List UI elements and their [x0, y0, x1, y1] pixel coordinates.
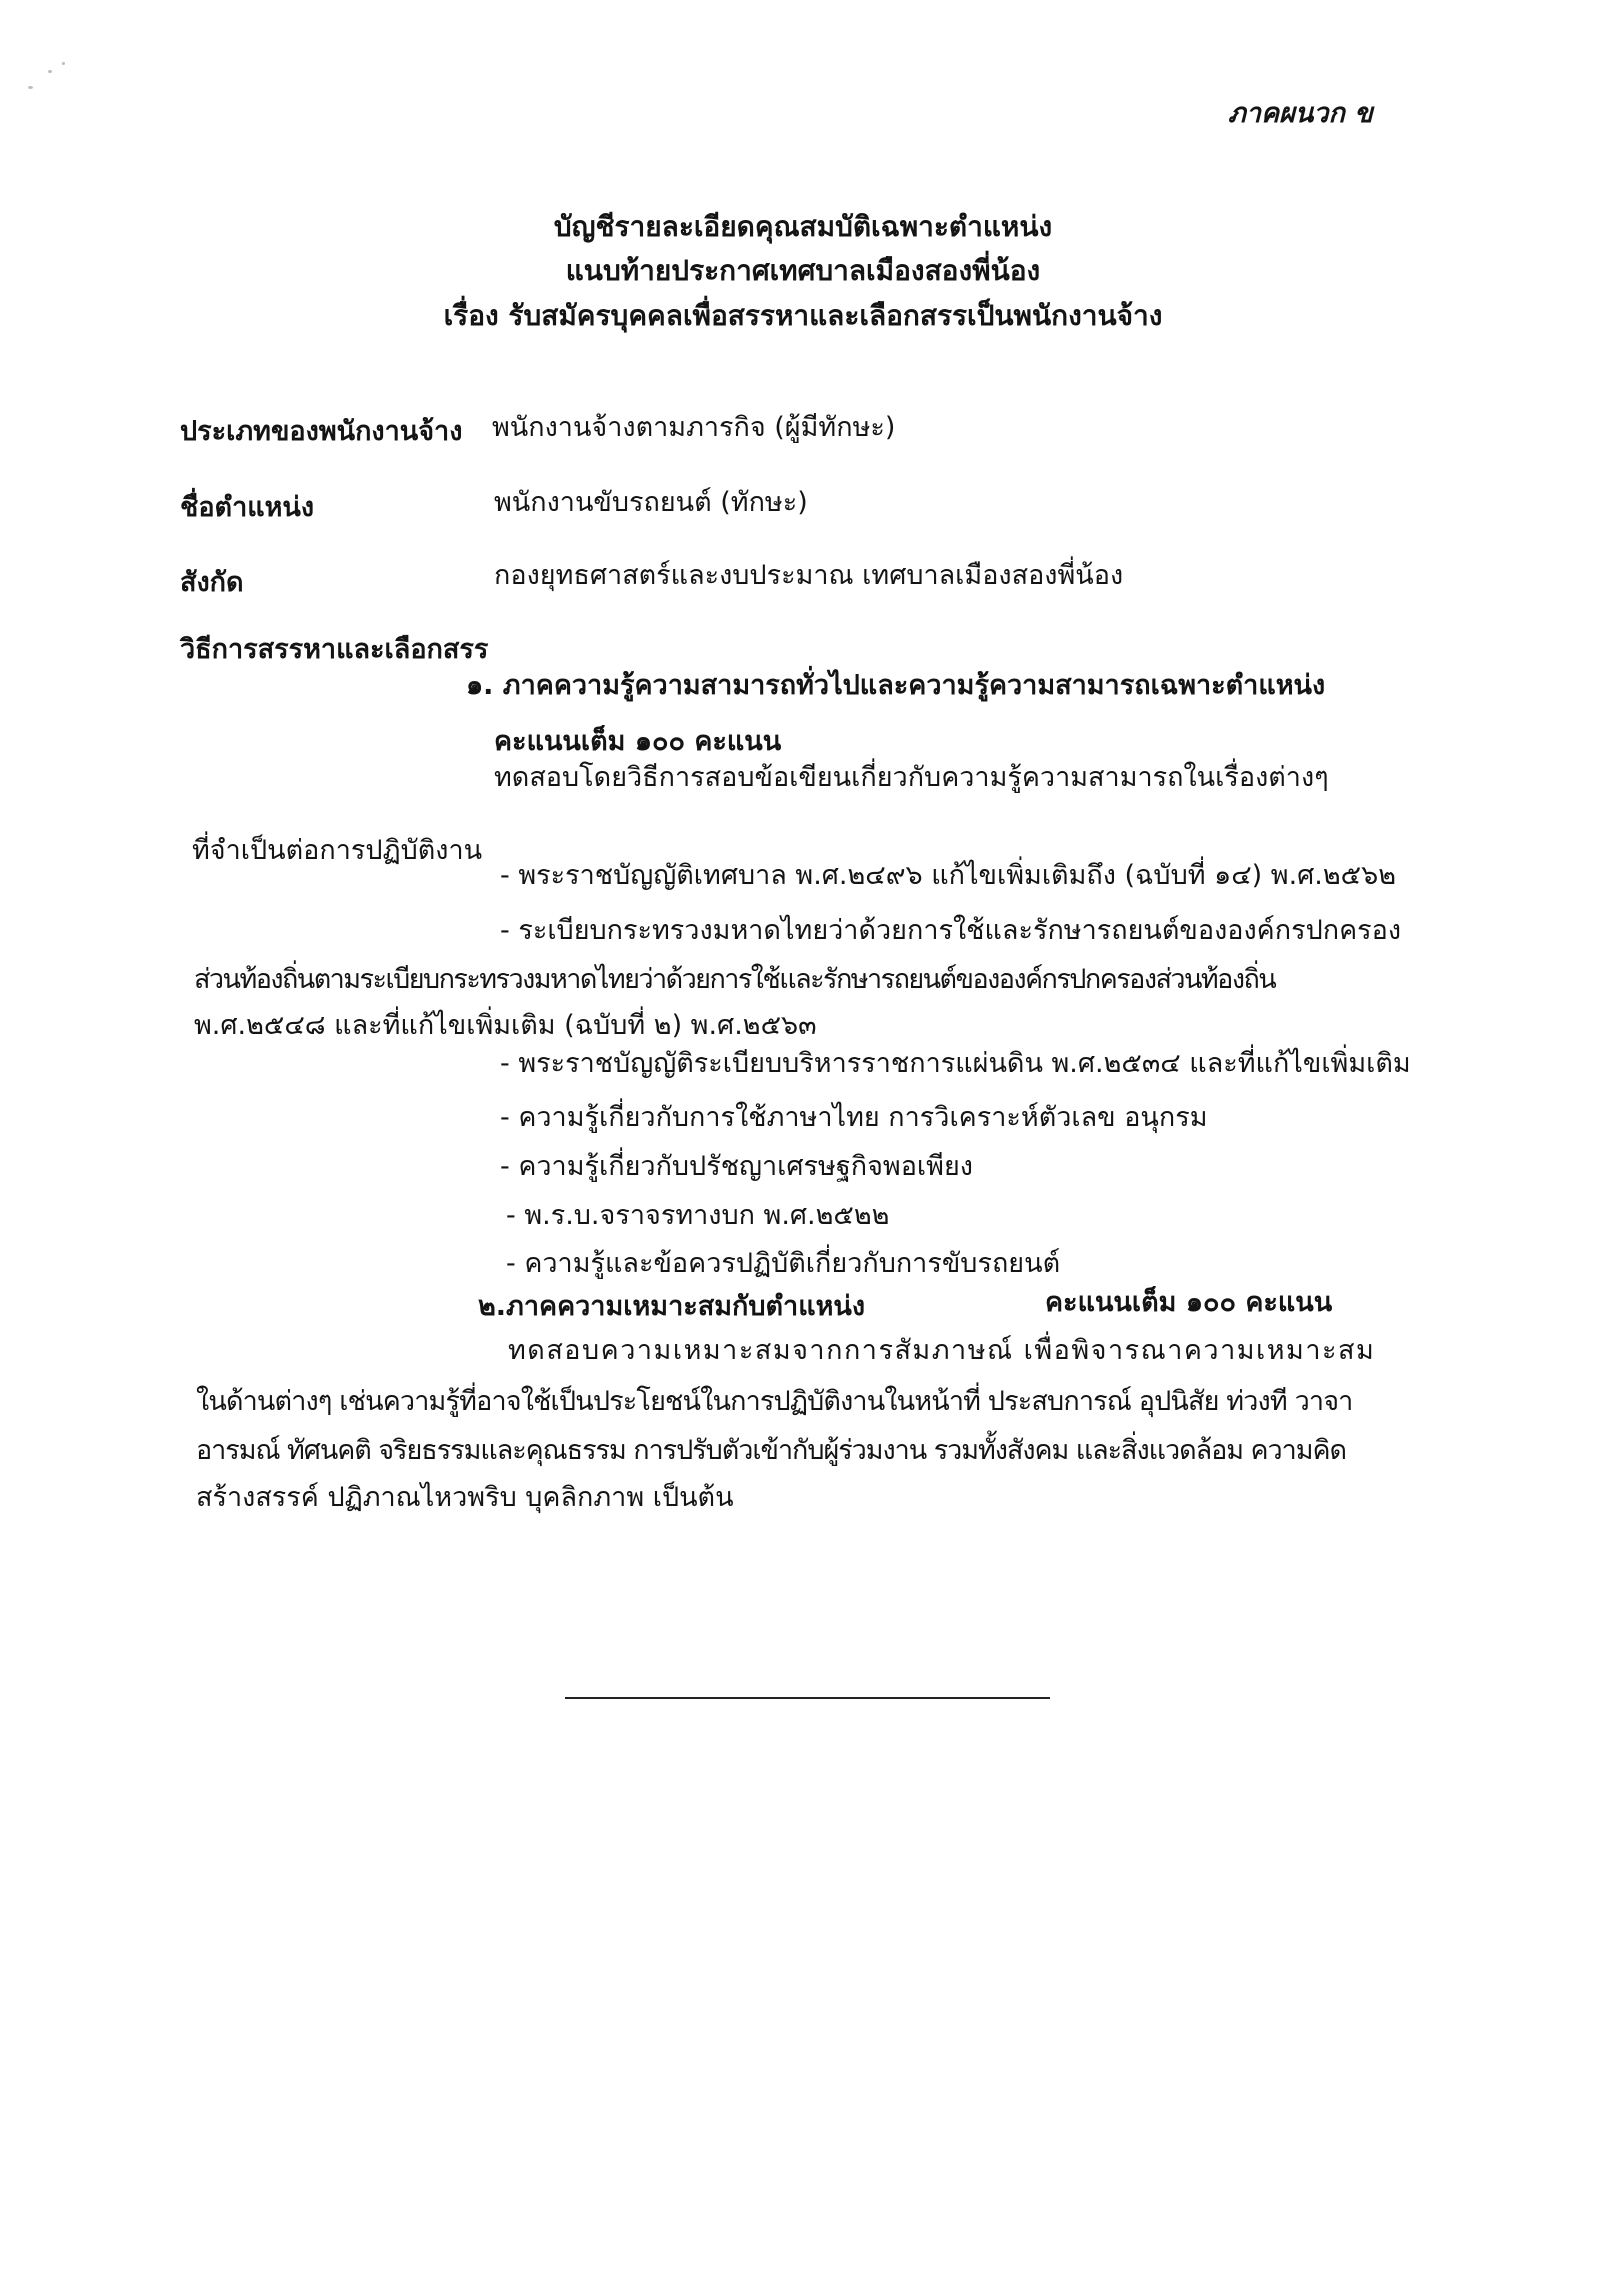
position-label: ชื่อตำแหน่ง — [180, 492, 315, 523]
appendix-label: ภาคผนวก ข — [1228, 98, 1373, 129]
scan-speck — [48, 70, 52, 73]
part1-item-4: - ความรู้เกี่ยวกับการใช้ภาษาไทย การวิเคราะห์ตัวเลข อนุกรม — [500, 1102, 1208, 1133]
employee-type-value: พนักงานจ้างตามภารกิจ (ผู้มีทักษะ) — [492, 412, 896, 443]
part1-description-line-1: ทดสอบโดยวิธีการสอบข้อเขียนเกี่ยวกับความรู้ความสามารถในเรื่องต่างๆ — [494, 762, 1329, 793]
position-value: พนักงานขับรถยนต์ (ทักษะ) — [494, 487, 808, 518]
scan-speck — [28, 86, 33, 89]
document-title-line-1: บัญชีรายละเอียดคุณสมบัติเฉพาะตำแหน่ง — [553, 210, 1053, 243]
part1-item-5: - ความรู้เกี่ยวกับปรัชญาเศรษฐกิจพอเพียง — [500, 1151, 973, 1182]
document-title-line-2: แนบท้ายประกาศเทศบาลเมืองสองพี่น้อง — [565, 254, 1041, 287]
part2-score: คะแนนเต็ม ๑๐๐ คะแนน — [1045, 1287, 1333, 1318]
employee-type-label: ประเภทของพนักงานจ้าง — [180, 416, 463, 447]
closing-rule — [565, 1697, 1050, 1699]
selection-heading: วิธีการสรรหาและเลือกสรร — [180, 634, 489, 665]
part1-item-3: - พระราชบัญญัติระเบียบบริหารราชการแผ่นดิน พ.ศ.๒๕๓๔ และที่แก้ไขเพิ่มเติม — [500, 1048, 1411, 1079]
part2-title: ๒.ภาคความเหมาะสมกับตำแหน่ง — [478, 1291, 866, 1322]
part2-description-line-3: อารมณ์ ทัศนคติ จริยธรรมและคุณธรรม การปรับตัวเข้ากับผู้ร่วมงาน รวมทั้งสังคม และสิ่งแวดล้อม ความคิด — [196, 1435, 1346, 1466]
part1-item-2-line-1: - ระเบียบกระทรวงมหาดไทยว่าด้วยการใช้และรักษารถยนต์ขององค์กรปกครอง — [500, 915, 1402, 946]
part1-item-1: - พระราชบัญญัติเทศบาล พ.ศ.๒๔๙๖ แก้ไขเพิ่มเติมถึง (ฉบับที่ ๑๔) พ.ศ.๒๕๖๒ — [500, 860, 1397, 891]
part2-description-line-1: ทดสอบความเหมาะสมจากการสัมภาษณ์ เพื่อพิจารณาความเหมาะสม — [508, 1335, 1376, 1366]
document-title-line-3: เรื่อง รับสมัครบุคคลเพื่อสรรหาและเลือกสรรเป็นพนักงานจ้าง — [443, 299, 1163, 332]
part1-item-7: - ความรู้และข้อควรปฏิบัติเกี่ยวกับการขับรถยนต์ — [506, 1248, 1061, 1279]
part2-description-line-2: ในด้านต่างๆ เช่นความรู้ที่อาจใช้เป็นประโยชน์ในการปฏิบัติงานในหน้าที่ ประสบการณ์ อุปนิสัย ท่วงที วาจา — [196, 1386, 1353, 1417]
part2-description-line-4: สร้างสรรค์ ปฏิภาณไหวพริบ บุคลิกภาพ เป็นต้น — [196, 1482, 734, 1513]
part1-item-2-line-2: ส่วนท้องถิ่นตามระเบียบกระทรวงมหาดไทยว่าด้วยการใช้และรักษารถยนต์ขององค์กรปกครองส่วนท้องถิ่น — [194, 964, 1276, 995]
affiliation-value: กองยุทธศาสตร์และงบประมาณ เทศบาลเมืองสองพี่น้อง — [494, 560, 1124, 591]
part1-item-2-line-3: พ.ศ.๒๕๔๘ และที่แก้ไขเพิ่มเติม (ฉบับที่ ๒) พ.ศ.๒๕๖๓ — [194, 1010, 817, 1041]
scan-speck — [62, 62, 65, 65]
part1-description-line-2: ที่จำเป็นต่อการปฏิบัติงาน — [192, 835, 483, 866]
part1-score: คะแนนเต็ม ๑๐๐ คะแนน — [494, 726, 782, 757]
part1-title: ๑. ภาคความรู้ความสามารถทั่วไปและความรู้ความสามารถเฉพาะตำแหน่ง — [466, 670, 1326, 701]
part1-item-6: - พ.ร.บ.จราจรทางบก พ.ศ.๒๕๒๒ — [506, 1200, 890, 1231]
affiliation-label: สังกัด — [180, 567, 244, 598]
